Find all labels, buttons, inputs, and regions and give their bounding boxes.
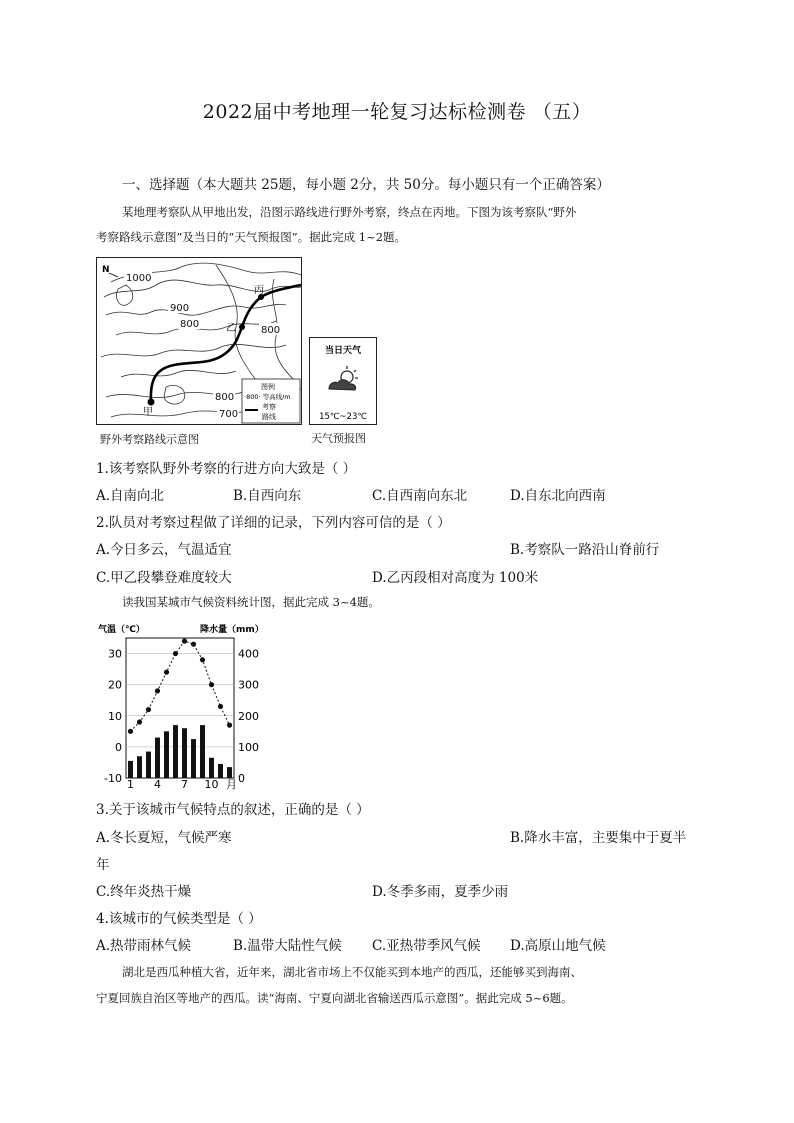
place-jia: 甲 xyxy=(143,407,153,418)
precip-bar xyxy=(218,764,223,778)
precip-bar xyxy=(137,756,142,778)
question-4-stem: 4.该城市的气候类型是（ ） xyxy=(96,911,262,927)
contour-label: 900 xyxy=(170,303,190,314)
route-map xyxy=(96,257,302,425)
intro-climate: 读我国某城市气候资料统计图，据此完成 3~4题。 xyxy=(122,595,380,609)
section-heading: 一、选择题（本大题共 25题，每小题 2分，共 50分。每小题只有一个正确答案） xyxy=(122,177,610,193)
svg-text:图例: 图例 xyxy=(261,383,275,391)
svg-text:考察: 考察 xyxy=(262,403,276,411)
question-2-option-b: B.考察队一路沿山脊前行 xyxy=(510,542,660,558)
precip-bar xyxy=(155,738,160,778)
point-yi xyxy=(239,324,245,330)
month-tick-label: 1 xyxy=(127,778,134,790)
precip-bar xyxy=(146,752,151,778)
temperature-point xyxy=(200,657,205,662)
weather-temp: 15℃~23℃ xyxy=(319,412,367,422)
precip-bar xyxy=(128,761,133,778)
question-3-option-c: C.终年炎热干燥 xyxy=(96,884,192,900)
question-1-stem: 1.该考察队野外考察的行进方向大致是（ ） xyxy=(96,461,357,477)
temp-tick-label: -10 xyxy=(104,772,122,785)
temp-tick-label: 0 xyxy=(115,740,122,754)
intro-watermelon-line-1: 湖北是西瓜种植大省，近年来，湖北省市场上不仅能买到本地产的西瓜，还能够买到海南、 xyxy=(122,965,582,979)
question-2-stem: 2.队员对考察过程做了详细的记录，下列内容可信的是（ ） xyxy=(96,515,451,531)
month-tick-label: 4 xyxy=(154,778,161,790)
precip-bar xyxy=(164,731,169,778)
climate-chart xyxy=(96,620,268,790)
temperature-point xyxy=(164,670,169,675)
temperature-point xyxy=(191,642,196,647)
contour-label: 800 xyxy=(215,392,235,403)
precip-tick-label: 200 xyxy=(238,709,259,723)
question-4-option-d: D.高原山地气候 xyxy=(510,938,606,954)
month-tick-label: 7 xyxy=(181,778,188,790)
temperature-point xyxy=(146,707,151,712)
question-4-option-a: A.热带雨林气候 xyxy=(96,938,192,954)
month-tick-label: 10 xyxy=(204,778,219,790)
plot-frame xyxy=(126,638,234,778)
question-1-option-c: C.自西南向东北 xyxy=(372,488,468,504)
temp-tick-label: 30 xyxy=(108,647,122,661)
precip-tick-label: 0 xyxy=(238,772,245,785)
question-3-option-b-wrap: 年 xyxy=(96,857,110,873)
question-2-option-d: D.乙丙段相对高度为 100米 xyxy=(372,570,539,586)
contour-label: 1000 xyxy=(126,273,152,284)
question-1-option-b: B.自西向东 xyxy=(233,488,302,504)
precip-tick-label: 300 xyxy=(238,678,259,692)
point-jia xyxy=(148,399,155,406)
contour-label: 800 xyxy=(261,325,281,336)
temperature-point xyxy=(173,651,178,656)
precip-tick-label: 100 xyxy=(238,740,259,754)
question-4-option-b: B.温带大陆性气候 xyxy=(233,938,342,954)
precip-bar xyxy=(209,758,214,778)
route-map-caption: 野外考察路线示意图 xyxy=(100,433,199,446)
question-3-option-b: B.降水丰富，主要集中于夏半 xyxy=(510,830,687,846)
question-2-option-a: A.今日多云，气温适宜 xyxy=(96,542,232,558)
contour-label: 700 xyxy=(219,409,239,420)
intro-line-1: 某地理考察队从甲地出发，沿图示路线进行野外考察，终点在丙地。下图为该考察队“野外 xyxy=(122,205,577,219)
intro-line-2: 考察路线示意图”及当日的“天气预报图”。据此完成 1~2题。 xyxy=(96,230,407,244)
precip-bar xyxy=(173,725,178,778)
intro-watermelon-line-2: 宁夏回族自治区等地产的西瓜。读“海南、宁夏向湖北省输送西瓜示意图”。据此完成 5~6题。 xyxy=(96,991,573,1005)
temperature-point xyxy=(155,688,160,693)
temp-tick-label: 20 xyxy=(108,678,122,692)
left-axis-label: 气温（℃） xyxy=(98,625,145,635)
temperature-point xyxy=(182,639,187,644)
temperature-point xyxy=(227,723,232,728)
temperature-point xyxy=(218,704,223,709)
temperature-point xyxy=(209,682,214,687)
temperature-point xyxy=(128,729,133,734)
svg-text:路线: 路线 xyxy=(262,413,276,421)
weather-card-caption: 天气预报图 xyxy=(311,432,366,445)
contour-label: 800 xyxy=(180,319,200,330)
question-3-stem: 3.关于该城市气候特点的叙述，正确的是（ ） xyxy=(96,802,370,818)
right-axis-label: 降水量（mm） xyxy=(200,625,264,635)
question-2-option-c: C.甲乙段攀登难度较大 xyxy=(96,570,232,586)
map-legend xyxy=(242,379,300,423)
place-bing: 丙 xyxy=(254,285,264,296)
question-1-option-d: D.自东北向西南 xyxy=(510,488,606,504)
precip-bar xyxy=(182,728,187,778)
precip-bar xyxy=(191,739,196,778)
question-4-option-c: C.亚热带季风气候 xyxy=(372,938,481,954)
precip-bar xyxy=(200,725,205,778)
temperature-point xyxy=(137,719,142,724)
precip-bar xyxy=(227,767,232,778)
svg-text:·800· 等高线/m: ·800· 等高线/m xyxy=(244,393,291,401)
question-3-option-a: A.冬长夏短，气候严寒 xyxy=(96,830,232,846)
temp-tick-label: 10 xyxy=(108,709,122,723)
north-arrow xyxy=(100,261,118,277)
svg-text:N: N xyxy=(102,265,110,275)
precip-tick-label: 400 xyxy=(238,647,259,661)
question-3-option-d: D.冬季多雨，夏季少雨 xyxy=(372,884,509,900)
place-yi: 乙 xyxy=(226,323,236,334)
weather-card xyxy=(309,337,377,425)
weather-heading: 当日天气 xyxy=(324,346,362,356)
month-unit-label: 月 xyxy=(226,778,237,790)
question-1-option-a: A.自南向北 xyxy=(96,488,165,504)
page-title: 2022届中考地理一轮复习达标检测卷 （五） xyxy=(202,101,592,123)
